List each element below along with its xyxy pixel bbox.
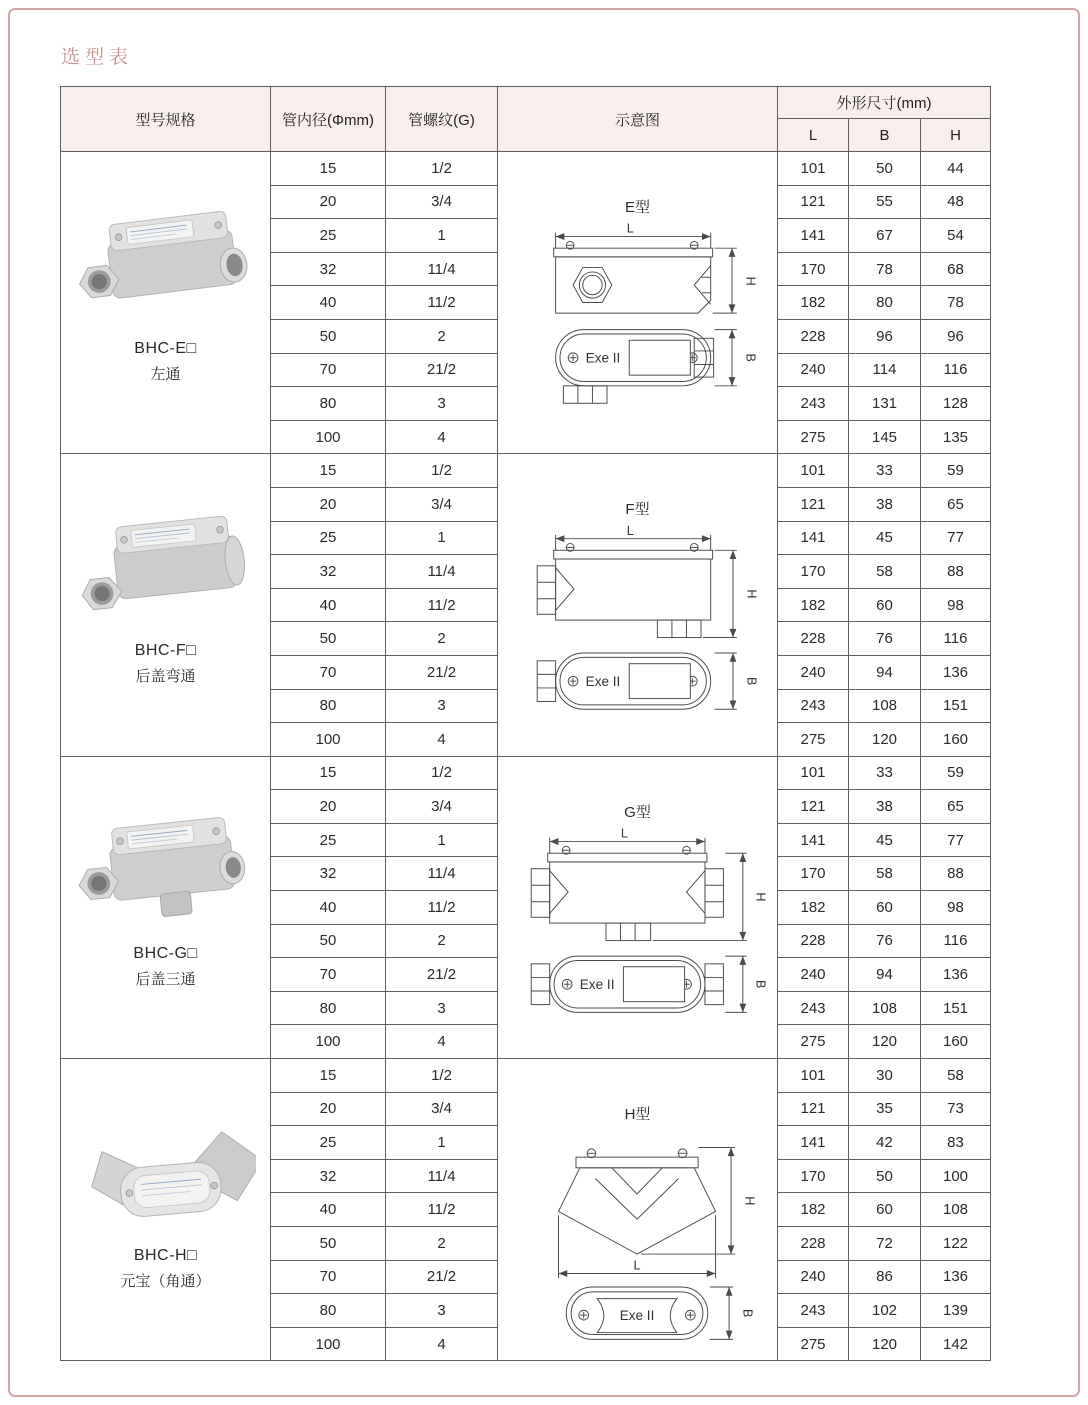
model-block <box>61 1059 270 1291</box>
dim-label-h: H <box>742 1196 757 1206</box>
section-2 <box>61 454 991 756</box>
cell-thread: 1 <box>386 219 498 253</box>
cell-diameter: 40 <box>271 891 386 925</box>
cell-diameter: 40 <box>271 286 386 320</box>
cell-thread: 11/2 <box>386 286 498 320</box>
dim-label-l: L <box>633 1258 641 1273</box>
dim-label-b: B <box>744 677 759 686</box>
cell-thread: 11/4 <box>386 857 498 891</box>
cell-dim-l: 228 <box>778 622 849 656</box>
cell-thread: 11/4 <box>386 252 498 286</box>
cell-dim-h: 151 <box>921 689 991 723</box>
cell-dim-h: 98 <box>921 891 991 925</box>
cell-dim-b: 67 <box>849 219 921 253</box>
cell-dim-l: 101 <box>778 152 849 186</box>
model-code: BHC-G□ <box>133 944 198 962</box>
model-block <box>61 152 270 384</box>
cell-dim-l: 101 <box>778 756 849 790</box>
cell-diameter: 100 <box>271 723 386 757</box>
cell-dim-l: 182 <box>778 1193 849 1227</box>
cell-diameter: 100 <box>271 1327 386 1361</box>
cell-dim-l: 141 <box>778 1126 849 1160</box>
cell-diameter: 50 <box>271 1227 386 1261</box>
cell-dim-b: 72 <box>849 1227 921 1261</box>
cell-dim-b: 55 <box>849 185 921 219</box>
cell-thread: 11/2 <box>386 891 498 925</box>
table-header <box>61 87 991 152</box>
cell-diameter: 50 <box>271 924 386 958</box>
cell-dim-l: 170 <box>778 1159 849 1193</box>
cell-dim-b: 108 <box>849 689 921 723</box>
cell-dim-b: 120 <box>849 1327 921 1361</box>
page-title: 选型表 <box>61 47 134 68</box>
cell-dim-b: 86 <box>849 1260 921 1294</box>
cell-diameter: 70 <box>271 353 386 387</box>
cell-dim-h: 142 <box>921 1327 991 1361</box>
header-dim-h: H <box>921 119 991 152</box>
cell-diameter: 32 <box>271 1159 386 1193</box>
cell-dim-l: 170 <box>778 555 849 589</box>
cell-dim-b: 33 <box>849 454 921 488</box>
table-row <box>61 454 991 488</box>
cell-thread: 2 <box>386 622 498 656</box>
cell-dim-b: 114 <box>849 353 921 387</box>
cell-dim-b: 45 <box>849 521 921 555</box>
cell-dim-b: 30 <box>849 1059 921 1093</box>
header-diagram: 示意图 <box>498 87 778 152</box>
product-photo-bhc-e <box>76 190 256 332</box>
cell-diameter: 80 <box>271 689 386 723</box>
cell-thread: 3 <box>386 1294 498 1328</box>
cell-diameter: 100 <box>271 1025 386 1059</box>
dim-label-h: H <box>743 276 758 286</box>
cell-dim-l: 170 <box>778 252 849 286</box>
cell-diameter: 15 <box>271 152 386 186</box>
cell-dim-l: 141 <box>778 521 849 555</box>
cell-dim-h: 100 <box>921 1159 991 1193</box>
cell-diameter: 20 <box>271 185 386 219</box>
cell-dim-h: 128 <box>921 387 991 421</box>
cell-diameter: 15 <box>271 454 386 488</box>
diagram-block <box>498 454 777 723</box>
cell-dim-l: 121 <box>778 790 849 824</box>
cell-thread: 21/2 <box>386 958 498 992</box>
cell-dim-l: 101 <box>778 1059 849 1093</box>
cell-diameter: 50 <box>271 319 386 353</box>
cell-dim-l: 243 <box>778 689 849 723</box>
cell-thread: 2 <box>386 1227 498 1261</box>
diagram-title: G型 <box>624 803 651 821</box>
cell-dim-b: 120 <box>849 1025 921 1059</box>
cell-thread: 3 <box>386 689 498 723</box>
cell-thread: 2 <box>386 319 498 353</box>
cell-dim-b: 76 <box>849 924 921 958</box>
cell-dim-h: 44 <box>921 152 991 186</box>
cell-diameter: 15 <box>271 1059 386 1093</box>
diagram-title: E型 <box>624 199 650 216</box>
dim-label-h: H <box>744 589 759 599</box>
cell-thread: 3/4 <box>386 790 498 824</box>
cell-thread: 11/2 <box>386 588 498 622</box>
dim-label-l: L <box>626 221 634 236</box>
header-dimensions: 外形尺寸(mm) <box>778 87 991 119</box>
diagram-block <box>498 757 777 1026</box>
cell-diameter: 80 <box>271 387 386 421</box>
model-cell <box>61 756 271 1058</box>
exe-label: Exe II <box>579 976 614 992</box>
diagram-title: H型 <box>624 1106 651 1124</box>
cell-dim-b: 33 <box>849 756 921 790</box>
cell-diameter: 25 <box>271 823 386 857</box>
diagram-cell <box>498 454 778 756</box>
cell-diameter: 70 <box>271 1260 386 1294</box>
cell-thread: 21/2 <box>386 353 498 387</box>
cell-dim-l: 228 <box>778 924 849 958</box>
cell-dim-h: 78 <box>921 286 991 320</box>
model-cell <box>61 1059 271 1361</box>
cell-dim-h: 73 <box>921 1092 991 1126</box>
cell-dim-b: 76 <box>849 622 921 656</box>
cell-thread: 11/2 <box>386 1193 498 1227</box>
cell-dim-h: 139 <box>921 1294 991 1328</box>
model-desc: 后盖三通 <box>135 970 196 988</box>
cell-dim-l: 240 <box>778 655 849 689</box>
cell-dim-b: 94 <box>849 958 921 992</box>
section-1 <box>61 152 991 454</box>
cell-dim-l: 182 <box>778 891 849 925</box>
diagram-cell <box>498 1059 778 1361</box>
cell-dim-l: 182 <box>778 588 849 622</box>
cell-dim-b: 108 <box>849 991 921 1025</box>
model-cell <box>61 152 271 454</box>
cell-thread: 4 <box>386 420 498 454</box>
cell-dim-l: 243 <box>778 1294 849 1328</box>
cell-dim-l: 170 <box>778 857 849 891</box>
cell-dim-l: 101 <box>778 454 849 488</box>
header-dim-l: L <box>778 119 849 152</box>
cell-thread: 11/4 <box>386 555 498 589</box>
section-3 <box>61 756 991 1058</box>
diagram-h-type <box>512 1128 764 1353</box>
cell-dim-l: 243 <box>778 991 849 1025</box>
cell-dim-h: 136 <box>921 958 991 992</box>
cell-dim-b: 145 <box>849 420 921 454</box>
cell-dim-l: 228 <box>778 319 849 353</box>
product-photo-bhc-f <box>76 492 256 634</box>
diagram-title: F型 <box>625 501 650 519</box>
cell-thread: 3/4 <box>386 487 498 521</box>
cell-thread: 1 <box>386 1126 498 1160</box>
cell-thread: 4 <box>386 1327 498 1361</box>
cell-thread: 11/4 <box>386 1159 498 1193</box>
cell-diameter: 25 <box>271 219 386 253</box>
exe-label: Exe II <box>585 350 620 366</box>
cell-dim-l: 240 <box>778 958 849 992</box>
cell-thread: 1/2 <box>386 152 498 186</box>
diagram-f-type <box>512 523 764 723</box>
cell-diameter: 20 <box>271 1092 386 1126</box>
dim-label-b: B <box>752 979 767 989</box>
dim-label-b: B <box>743 353 758 362</box>
cell-dim-l: 275 <box>778 420 849 454</box>
cell-dim-h: 59 <box>921 454 991 488</box>
model-code: BHC-E□ <box>134 340 197 357</box>
cell-thread: 3 <box>386 991 498 1025</box>
table-row <box>61 756 991 790</box>
cell-dim-h: 68 <box>921 252 991 286</box>
cell-dim-b: 58 <box>849 857 921 891</box>
header-inner-diameter: 管内径(Φmm) <box>271 87 386 152</box>
model-code: BHC-H□ <box>133 1247 198 1265</box>
cell-dim-h: 151 <box>921 991 991 1025</box>
cell-dim-b: 94 <box>849 655 921 689</box>
cell-dim-l: 141 <box>778 823 849 857</box>
cell-dim-b: 78 <box>849 252 921 286</box>
cell-diameter: 32 <box>271 857 386 891</box>
model-desc: 后盖弯通 <box>135 668 196 686</box>
dim-label-l: L <box>626 524 634 539</box>
cell-diameter: 40 <box>271 588 386 622</box>
cell-dim-b: 38 <box>849 790 921 824</box>
cell-dim-h: 160 <box>921 723 991 757</box>
cell-dim-h: 88 <box>921 857 991 891</box>
cell-dim-b: 60 <box>849 1193 921 1227</box>
table-row <box>61 1059 991 1093</box>
page-content <box>60 42 990 1361</box>
cell-dim-h: 135 <box>921 420 991 454</box>
cell-dim-h: 116 <box>921 924 991 958</box>
cell-dim-h: 77 <box>921 823 991 857</box>
model-desc: 元宝（角通） <box>120 1273 211 1291</box>
cell-diameter: 40 <box>271 1193 386 1227</box>
model-block <box>61 757 270 989</box>
cell-thread: 1/2 <box>386 454 498 488</box>
cell-thread: 2 <box>386 924 498 958</box>
cell-dim-b: 50 <box>849 1159 921 1193</box>
diagram-g-type <box>506 826 770 1026</box>
cell-dim-h: 83 <box>921 1126 991 1160</box>
cell-thread: 3/4 <box>386 1092 498 1126</box>
cell-dim-h: 77 <box>921 521 991 555</box>
dim-label-b: B <box>740 1309 755 1318</box>
model-desc: 左通 <box>150 366 181 383</box>
cell-dim-h: 160 <box>921 1025 991 1059</box>
cell-dim-h: 116 <box>921 622 991 656</box>
cell-diameter: 100 <box>271 420 386 454</box>
header-model: 型号规格 <box>61 87 271 152</box>
cell-dim-b: 60 <box>849 891 921 925</box>
cell-diameter: 25 <box>271 521 386 555</box>
cell-dim-b: 35 <box>849 1092 921 1126</box>
cell-dim-b: 42 <box>849 1126 921 1160</box>
cell-diameter: 80 <box>271 991 386 1025</box>
cell-dim-b: 102 <box>849 1294 921 1328</box>
cell-dim-l: 240 <box>778 353 849 387</box>
diagram-block <box>498 1059 777 1353</box>
cell-dim-l: 275 <box>778 1025 849 1059</box>
cell-dim-h: 136 <box>921 1260 991 1294</box>
cell-thread: 1/2 <box>386 756 498 790</box>
cell-dim-l: 275 <box>778 1327 849 1361</box>
cell-dim-b: 45 <box>849 823 921 857</box>
model-code: BHC-F□ <box>134 642 197 660</box>
cell-thread: 21/2 <box>386 655 498 689</box>
cell-dim-l: 275 <box>778 723 849 757</box>
cell-dim-h: 116 <box>921 353 991 387</box>
cell-dim-l: 121 <box>778 185 849 219</box>
cell-dim-l: 121 <box>778 487 849 521</box>
cell-dim-b: 58 <box>849 555 921 589</box>
cell-diameter: 32 <box>271 555 386 589</box>
cell-dim-h: 136 <box>921 655 991 689</box>
cell-dim-b: 60 <box>849 588 921 622</box>
cell-thread: 3/4 <box>386 185 498 219</box>
model-cell <box>61 454 271 756</box>
cell-thread: 1/2 <box>386 1059 498 1093</box>
cell-dim-h: 122 <box>921 1227 991 1261</box>
cell-thread: 1 <box>386 823 498 857</box>
cell-dim-h: 98 <box>921 588 991 622</box>
cell-dim-l: 182 <box>778 286 849 320</box>
cell-dim-h: 54 <box>921 219 991 253</box>
cell-dim-h: 65 <box>921 790 991 824</box>
diagram-e-type <box>512 221 764 413</box>
cell-diameter: 20 <box>271 487 386 521</box>
cell-diameter: 32 <box>271 252 386 286</box>
exe-label: Exe II <box>619 1308 654 1324</box>
cell-thread: 1 <box>386 521 498 555</box>
cell-thread: 3 <box>386 387 498 421</box>
diagram-cell <box>498 756 778 1058</box>
cell-dim-l: 121 <box>778 1092 849 1126</box>
cell-dim-l: 240 <box>778 1260 849 1294</box>
cell-thread: 4 <box>386 723 498 757</box>
cell-diameter: 80 <box>271 1294 386 1328</box>
cell-thread: 21/2 <box>386 1260 498 1294</box>
model-block <box>61 454 270 686</box>
cell-diameter: 70 <box>271 958 386 992</box>
cell-dim-l: 228 <box>778 1227 849 1261</box>
cell-dim-h: 88 <box>921 555 991 589</box>
cell-dim-h: 96 <box>921 319 991 353</box>
cell-dim-l: 141 <box>778 219 849 253</box>
cell-diameter: 50 <box>271 622 386 656</box>
cell-diameter: 20 <box>271 790 386 824</box>
selection-table <box>60 86 991 1361</box>
cell-diameter: 25 <box>271 1126 386 1160</box>
cell-dim-b: 38 <box>849 487 921 521</box>
exe-label: Exe II <box>585 674 620 690</box>
cell-dim-h: 48 <box>921 185 991 219</box>
header-dim-b: B <box>849 119 921 152</box>
cell-dim-h: 108 <box>921 1193 991 1227</box>
diagram-cell <box>498 152 778 454</box>
product-photo-bhc-g <box>76 795 256 937</box>
cell-dim-h: 65 <box>921 487 991 521</box>
cell-dim-l: 243 <box>778 387 849 421</box>
cell-diameter: 70 <box>271 655 386 689</box>
cell-thread: 4 <box>386 1025 498 1059</box>
cell-dim-h: 59 <box>921 756 991 790</box>
cell-dim-h: 58 <box>921 1059 991 1093</box>
cell-dim-b: 96 <box>849 319 921 353</box>
table-row <box>61 152 991 186</box>
cell-diameter: 15 <box>271 756 386 790</box>
diagram-block <box>498 152 777 413</box>
header-thread: 管螺纹(G) <box>386 87 498 152</box>
cell-dim-b: 131 <box>849 387 921 421</box>
dim-label-l: L <box>620 826 628 841</box>
cell-dim-b: 80 <box>849 286 921 320</box>
dim-label-h: H <box>752 892 767 902</box>
product-photo-bhc-h <box>76 1097 256 1239</box>
section-4 <box>61 1059 991 1361</box>
cell-dim-b: 120 <box>849 723 921 757</box>
cell-dim-b: 50 <box>849 152 921 186</box>
